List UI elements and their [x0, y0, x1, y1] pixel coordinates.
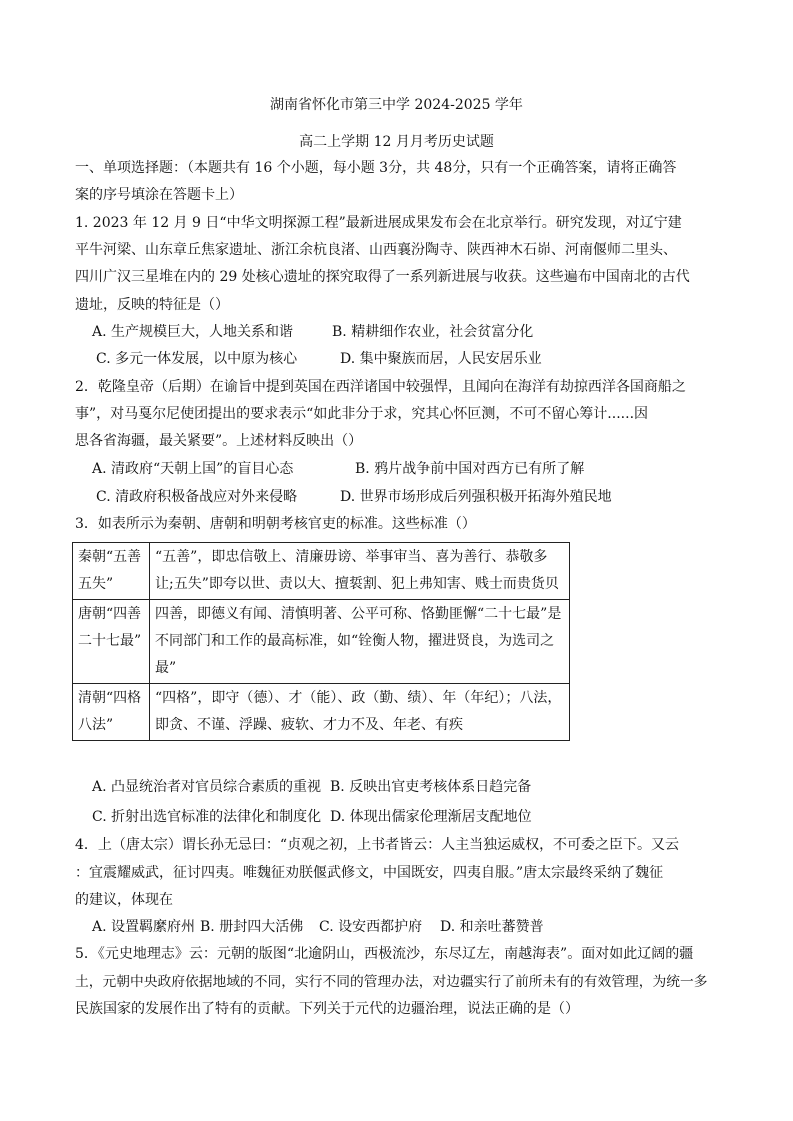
table-cell-standard: 四善，即德义有闻、清慎明著、公平可称、恪勤匪懈“二十七最”是不同部门和工作的最高标准，如“铨衡人物，擢进贤良，为选司之最”: [150, 600, 570, 684]
question-2-option-c: C. 清政府积极备战应对外来侵略: [96, 489, 298, 505]
question-2-line: 事”，对马戛尔尼使团提出的要求表示“如此非分于求，究其心怀叵测，不可不留心筹计......因: [75, 406, 649, 422]
table-row: [73, 684, 570, 741]
question-1-line: 遗址，反映的特征是（）: [75, 297, 229, 313]
question-1-option-c: C. 多元一体发展，以中原为核心: [96, 351, 298, 367]
table-cell-dynasty: 唐朝“四善二十七最”: [73, 600, 150, 684]
section-instructions: 一、单项选择题：（本题共有 16 个小题，每小题 3分，共 48分，只有一个正确答案，请将正确答: [75, 160, 677, 176]
question-1-line: 平牛河梁、山东章丘焦家遗址、浙江余杭良渚、山西襄汾陶寺、陕西神木石峁、河南偃师二里头、: [75, 242, 677, 258]
question-2-option-a: A. 清政府“天朝上国”的盲目心态: [92, 461, 294, 477]
table-cell-dynasty: 清朝“四格八法”: [73, 684, 150, 741]
question-3-option-b: B. 反映出官吏考核体系日趋完备: [330, 779, 532, 795]
question-4-option-c: C. 设安西都护府: [319, 919, 423, 935]
question-5-line: 土，元朝中央政府依据地域的不同，实行不同的管理办法，对边疆实行了前所未有的有效管理，为统一多: [75, 974, 708, 990]
question-4-option-d: D. 和亲吐蕃赞普: [440, 919, 544, 935]
table-cell-dynasty: 秦朝“五善五失”: [73, 543, 150, 600]
question-4-line: 4．上（唐太宗）谓长孙无忌曰：“贞观之初，上书者皆云：人主当独运威权，不可委之臣下。又云: [75, 837, 680, 853]
exam-title: 湖南省怀化市第三中学 2024-2025 学年: [270, 97, 523, 113]
question-3-option-d: D. 体现出儒家伦理渐居支配地位: [330, 809, 532, 825]
question-2-line: 2．乾隆皇帝（后期）在谕旨中提到英国在西洋诸国中较强悍，且闻向在海洋有劫掠西洋各国商船之: [75, 379, 686, 395]
section-instructions-cont: 案的序号填涂在答题卡上）: [75, 187, 243, 203]
table-cell-standard: “五善”，即忠信敬上、清廉毋谤、举事审当、喜为善行、恭敬多让;五失”即夸以世、责以大、擅裚割、犯上弗知害、贱士而贵货贝: [150, 543, 570, 600]
question-1-option-b: B. 精耕细作农业，社会贫富分化: [332, 324, 534, 340]
table-cell-standard: “四格”，即守（德）、才（能）、政（勤、绩）、年（年纪）；八法，即贪、不谨、浮躁、疲软、才力不及、年老、有疾: [150, 684, 570, 741]
question-5-line: 5．《元史地理志》云：元朝的版图“北逾阴山，西极流沙，东尽辽左，南越海表”。面对如此辽阔的疆: [75, 946, 694, 962]
question-2-option-b: B. 鸦片战争前中国对西方已有所了解: [355, 461, 585, 477]
question-2-line: 思各省海疆，最关紧要”。上述材料反映出（）: [75, 433, 363, 449]
question-3-option-c: C. 折射出选官标准的法律化和制度化: [92, 809, 322, 825]
table-row: [73, 543, 570, 600]
question-2-option-d: D. 世界市场形成后列强积极开拓海外殖民地: [340, 489, 612, 505]
standards-table: [72, 542, 570, 741]
question-3-line: 3．如表所示为秦朝、唐朝和明朝考核官吏的标准。这些标准（）: [75, 516, 476, 532]
question-4-option-b: B. 册封四大活佛: [200, 919, 304, 935]
question-4-option-a: A. 设置羁縻府州: [92, 919, 196, 935]
exam-subtitle: 高二上学期 12 月月考历史试题: [299, 134, 494, 150]
question-1-option-d: D. 集中聚族而居，人民安居乐业: [340, 351, 542, 367]
question-4-line: 的建议，体现在: [75, 892, 173, 908]
question-1-option-a: A. 生产规模巨大，人地关系和谐: [92, 324, 294, 340]
table-row: [73, 600, 570, 684]
question-3-option-a: A. 凸显统治者对官员综合素质的重视: [92, 779, 322, 795]
question-5-line: 民族国家的发展作出了特有的贡献。下列关于元代的边疆治理，说法正确的是（）: [75, 1001, 579, 1017]
question-1-line: 1. 2023 年 12 月 9 日“中华文明探源工程”最新进展成果发布会在北京举行。研究发现，对辽宁建: [75, 215, 682, 231]
question-4-line: ：宜震耀威武，征讨四夷。唯魏征劝朕偃武修文，中国既安，四夷自服。”唐太宗最终采纳了魏征: [75, 865, 664, 881]
question-1-line: 四川广汉三星堆在内的 29 处核心遗址的探究取得了一系列新进展与收获。这些遍布中国南北的古代: [75, 269, 690, 285]
